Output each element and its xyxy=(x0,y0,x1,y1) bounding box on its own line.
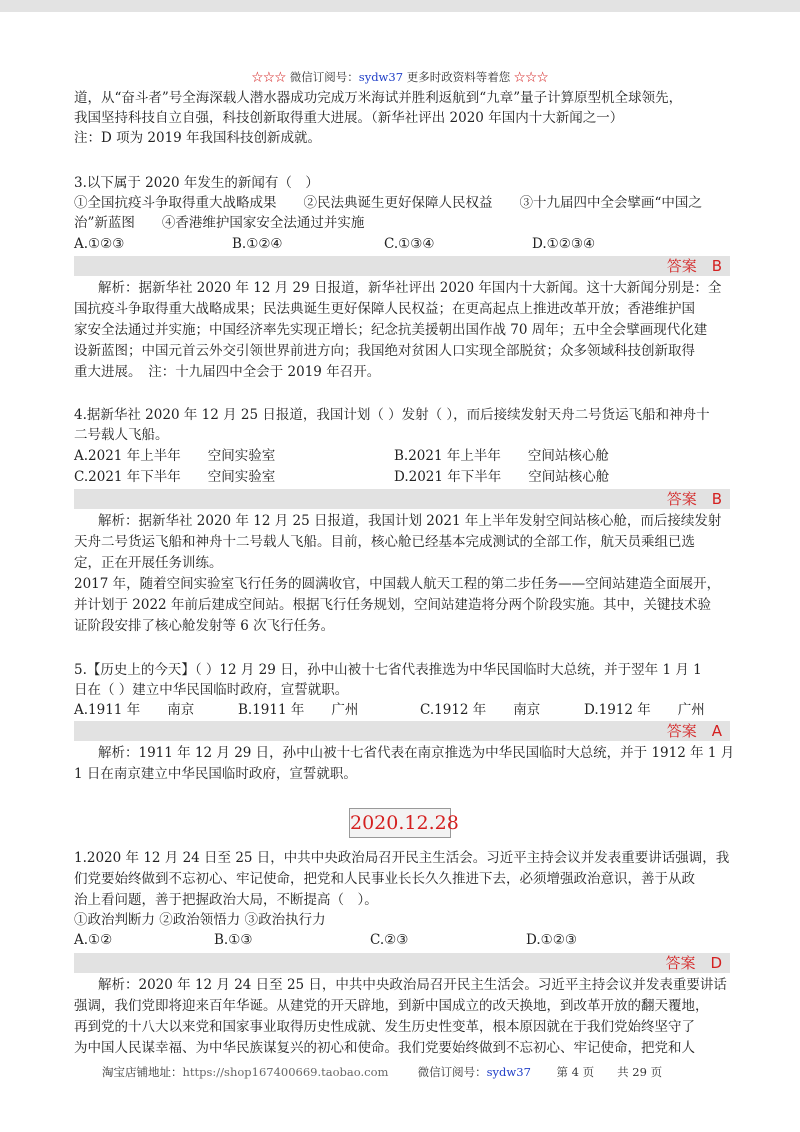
q1-items: ①政治判断力 ②政治领悟力 ③政治执行力 xyxy=(74,912,326,928)
q1-option-b: B.①③ xyxy=(214,932,253,948)
q5-answer-bar xyxy=(74,721,730,741)
q4-answer: 答案 B xyxy=(666,490,722,508)
q5-answer: 答案 A xyxy=(666,722,722,740)
q1-analysis-2: 强调，我们党即将迎来百年华诞。从建党的开天辟地，到新中国成立的改天换地，到改革开放的翻天覆地， xyxy=(74,998,709,1014)
q3-analysis-4: 设新蓝图；中国元首云外交引领世界前进方向；我国绝对贫困人口实现全部脱贫；众多领域科技创新取得 xyxy=(74,343,695,359)
date-heading: 2020.12.28 xyxy=(349,808,451,838)
header-stars-right: ☆☆☆ xyxy=(513,70,549,84)
q3-option-a: A.①②③ xyxy=(74,236,125,252)
q4-option-d: D.2021 年下半年 空间站核心舱 xyxy=(394,469,610,485)
q1-stem-3: 治上看问题，善于把握政治大局，不断提高（ ）。 xyxy=(74,892,378,908)
header-wechat-label: 微信订阅号： xyxy=(289,70,359,84)
q1-option-d: D.①②③ xyxy=(526,932,577,948)
q4-analysis-5: 并计划于 2022 年前后建成空间站。根据飞行任务规划，空间站建造将分两个阶段实施。其中，关键技术验 xyxy=(74,597,711,613)
q3-analysis-2: 国抗疫斗争取得重大战略成果；民法典诞生更好保障人民权益；在更高起点上推进改革开放；香港维护国 xyxy=(74,301,695,317)
page-footer xyxy=(102,1064,662,1080)
footer-account: sydw37 xyxy=(486,1065,531,1079)
q1-stem-1: 1.2020 年 12 月 24 日至 25 日，中共中央政治局召开民主生活会。习近平主持会议并发表重要讲话强调，我 xyxy=(74,850,730,866)
q3-analysis-3: 家安全法通过并实施；中国经济率先实现正增长；纪念抗美援朝出国作战 70 周年；五中全会擘画现代化建 xyxy=(74,322,708,338)
q5-option-d: D.1912 年 广州 xyxy=(584,702,705,718)
q4-analysis-3: 定，正在开展任务训练。 xyxy=(74,555,223,571)
q5-analysis-1: 解析：1911 年 12 月 29 日，孙中山被十七省代表在南京推选为中华民国临时大总统，并于 1912 年 1 月 xyxy=(98,745,735,761)
page-header xyxy=(0,69,800,85)
q4-analysis-6: 证阶段安排了核心舱发射等 6 次飞行任务。 xyxy=(74,618,335,634)
top-gray-band xyxy=(0,0,800,12)
header-tagline: 更多时政资料等着您 xyxy=(406,70,511,84)
q3-option-d: D.①②③④ xyxy=(532,236,596,252)
q4-option-a: A.2021 年上半年 空间实验室 xyxy=(74,448,276,464)
footer-page-number: 第 4 页 共 29 页 xyxy=(556,1065,663,1079)
q4-option-c: C.2021 年下半年 空间实验室 xyxy=(74,469,276,485)
q5-option-b: B.1911 年 广州 xyxy=(238,702,359,718)
q1-stem-2: 们党要始终做到不忘初心、牢记使命，把党和人民事业长长久久推进下去，必须增强政治意识，善于从政 xyxy=(74,871,695,887)
q3-option-b: B.①②④ xyxy=(232,236,283,252)
header-stars-left: ☆☆☆ xyxy=(251,70,287,84)
q4-analysis-1: 解析：据新华社 2020 年 12 月 25 日报道，我国计划 2021 年上半年发射空间站核心舱，而后接续发射 xyxy=(98,513,722,529)
q5-option-c: C.1912 年 南京 xyxy=(420,702,541,718)
q3-stem: 3.以下属于 2020 年发生的新闻有（ ） xyxy=(74,175,319,191)
q1-answer: 答案 D xyxy=(665,954,722,972)
q3-items-1: ①全国抗疫斗争取得重大战略成果 ②民法典诞生更好保障人民权益 ③十九届四中全会擘画“中国之 xyxy=(74,195,702,211)
q1-option-a: A.①② xyxy=(74,932,113,948)
q4-analysis-2: 天舟二号货运飞船和神舟十二号载人飞船。目前，核心舱已经基本完成测试的全部工作，航天员乘组已选 xyxy=(74,534,695,550)
q4-analysis-4: 2017 年，随着空间实验室飞行任务的圆满收官，中国载人航天工程的第二步任务——空间站建造全面展开， xyxy=(74,576,721,592)
q3-option-c: C.①③④ xyxy=(384,236,435,252)
footer-wechat-label: 微信订阅号： xyxy=(417,1065,487,1079)
q4-answer-bar xyxy=(74,489,730,509)
q1-answer-bar xyxy=(74,953,730,973)
q3-answer: 答案 B xyxy=(666,257,722,275)
intro-line-2: 我国坚持科技自立自强，科技创新取得重大进展。（新华社评出 2020 年国内十大新闻之一） xyxy=(74,110,624,126)
q1-analysis-3: 再到党的十八大以来党和国家事业取得历史性成就、发生历史性变革，根本原因就在于我们党始终坚守了 xyxy=(74,1019,695,1035)
q5-stem-1: 5.【历史上的今天】（ ）12 月 29 日，孙中山被十七省代表推选为中华民国临时大总统，并于翌年 1 月 1 xyxy=(74,662,702,678)
q3-analysis-5: 重大进展。 注：十九届四中全会于 2019 年召开。 xyxy=(74,364,381,380)
q1-analysis-4: 为中国人民谋幸福、为中华民族谋复兴的初心和使命。我们党要始终做到不忘初心、牢记使命，把党和人 xyxy=(74,1040,695,1056)
q3-items-2: 治”新蓝图 ④香港维护国家安全法通过并实施 xyxy=(74,215,365,231)
intro-note: 注：D 项为 2019 年我国科技创新成就。 xyxy=(74,130,322,146)
q3-analysis-1: 解析：据新华社 2020 年 12 月 29 日报道，新华社评出 2020 年国内十大新闻。这十大新闻分别是：全 xyxy=(98,280,722,296)
q5-stem-2: 日在（ ）建立中华民国临时政府，宣誓就职。 xyxy=(74,682,349,698)
q5-analysis-2: 1 日在南京建立中华民国临时政府，宣誓就职。 xyxy=(74,766,357,782)
q4-stem-1: 4.据新华社 2020 年 12 月 25 日报道，我国计划（ ）发射（ ），而后接续发射天舟二号货运飞船和神舟十 xyxy=(74,407,710,423)
q3-answer-bar xyxy=(74,256,730,276)
q5-option-a: A.1911 年 南京 xyxy=(74,702,195,718)
header-account: sydw37 xyxy=(358,70,404,84)
footer-shop-url[interactable]: https://shop167400669.taobao.com xyxy=(182,1065,389,1079)
intro-line-1: 道，从“奋斗者”号全海深载人潜水器成功完成万米海试并胜利返航到“九章”量子计算原型机全球领先， xyxy=(74,90,683,106)
q1-analysis-1: 解析：2020 年 12 月 24 日至 25 日，中共中央政治局召开民主生活会。习近平主持会议并发表重要讲话 xyxy=(98,977,727,993)
q4-stem-2: 二号载人飞船。 xyxy=(74,427,169,443)
q1-option-c: C.②③ xyxy=(370,932,409,948)
footer-shop-label: 淘宝店铺地址： xyxy=(102,1065,183,1079)
q4-option-b: B.2021 年上半年 空间站核心舱 xyxy=(394,448,609,464)
